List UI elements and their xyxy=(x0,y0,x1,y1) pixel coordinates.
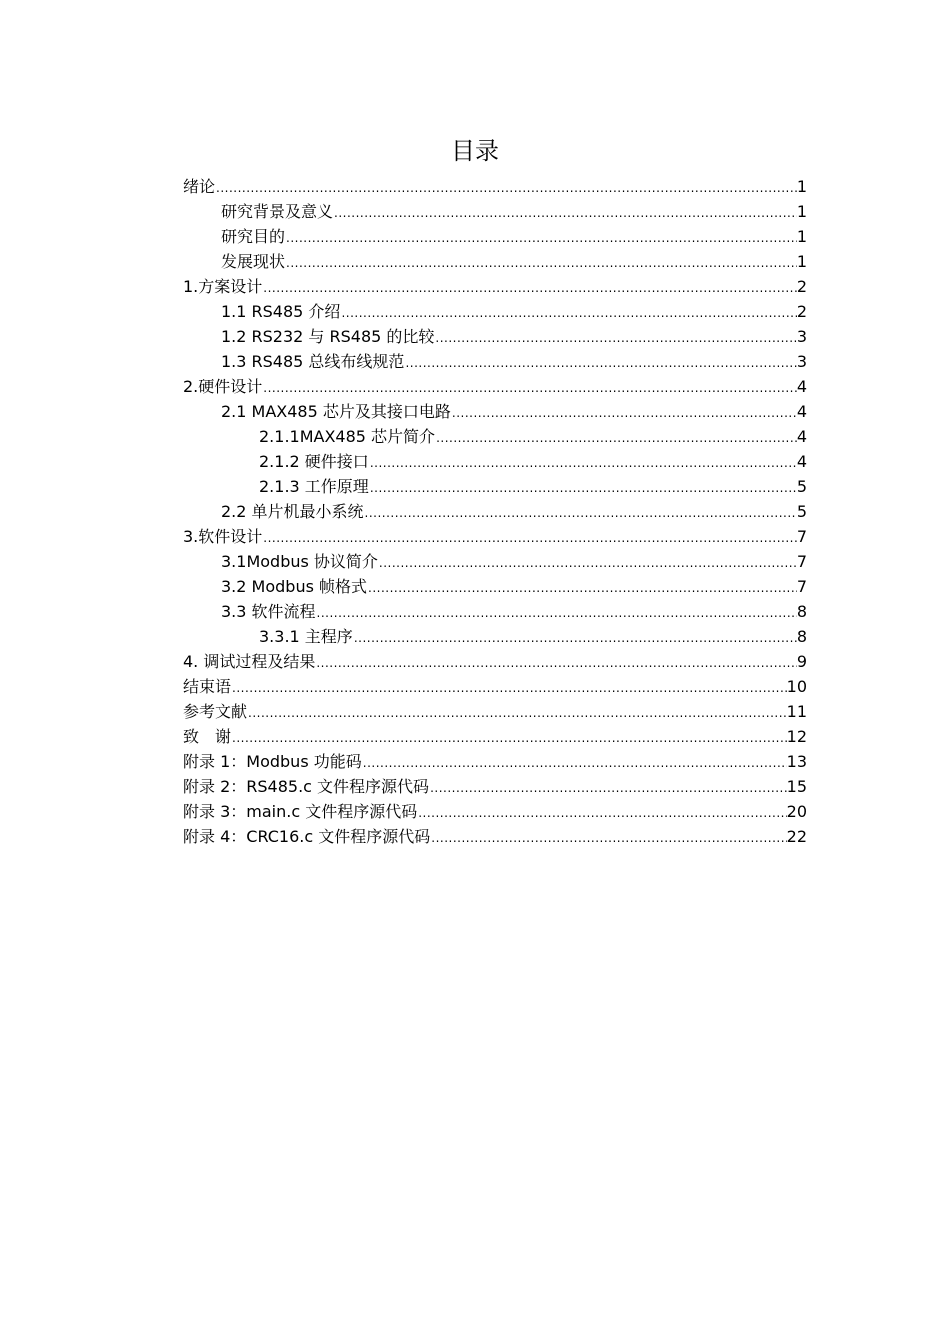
toc-entry-page-number: 3 xyxy=(796,327,807,346)
toc-dot-leader xyxy=(285,251,797,276)
toc-dot-leader xyxy=(316,601,797,626)
toc-entry-label: 1.1 RS485 介绍 xyxy=(221,302,341,321)
toc-entry[interactable] xyxy=(183,624,807,649)
toc-entry-page-number: 8 xyxy=(796,627,807,646)
toc-dot-leader xyxy=(362,751,787,776)
toc-entry[interactable] xyxy=(183,374,807,399)
toc-entry-page-number: 4 xyxy=(796,402,807,421)
toc-entry[interactable] xyxy=(183,724,807,749)
toc-entry-label: 3.1Modbus 协议简介 xyxy=(221,552,378,571)
toc-entry-label: 2.2 单片机最小系统 xyxy=(221,502,364,521)
toc-dot-leader xyxy=(430,826,786,851)
toc-entry-page-number: 11 xyxy=(786,702,807,721)
toc-entry[interactable] xyxy=(183,674,807,699)
toc-entry-label: 2.1 MAX485 芯片及其接口电路 xyxy=(221,402,451,421)
toc-entry-label: 3.3.1 主程序 xyxy=(259,627,353,646)
toc-entry-page-number: 4 xyxy=(796,377,807,396)
toc-dot-leader xyxy=(315,651,796,676)
toc-entry-label: 1.3 RS485 总线布线规范 xyxy=(221,352,405,371)
toc-entry[interactable] xyxy=(183,399,807,424)
toc-entry-page-number: 7 xyxy=(796,527,807,546)
toc-dot-leader xyxy=(434,326,796,351)
toc-entry-page-number: 1 xyxy=(796,177,807,196)
toc-dot-leader xyxy=(262,526,797,551)
toc-dot-leader xyxy=(369,451,797,476)
toc-entry-page-number: 20 xyxy=(786,802,807,821)
toc-entry-page-number: 7 xyxy=(796,577,807,596)
toc-dot-leader xyxy=(340,301,796,326)
toc-dot-leader xyxy=(378,551,797,576)
toc-dot-leader xyxy=(231,676,787,701)
toc-entry[interactable] xyxy=(183,449,807,474)
toc-entry[interactable] xyxy=(183,824,807,849)
toc-dot-leader xyxy=(404,351,796,376)
toc-dot-leader xyxy=(333,201,797,226)
toc-entry-page-number: 7 xyxy=(796,552,807,571)
toc-entry[interactable] xyxy=(183,549,807,574)
toc-entry-label: 附录 2：RS485.c 文件程序源代码 xyxy=(183,777,430,796)
toc-entry-label: 附录 3：main.c 文件程序源代码 xyxy=(183,802,418,821)
toc-entry-page-number: 13 xyxy=(786,752,807,771)
toc-entry-label: 研究背景及意义 xyxy=(221,202,334,221)
toc-entry[interactable] xyxy=(183,599,807,624)
toc-entry[interactable] xyxy=(183,749,807,774)
table-of-contents xyxy=(183,174,807,849)
toc-dot-leader xyxy=(285,226,797,251)
toc-dot-leader xyxy=(247,701,787,726)
toc-entry-page-number: 15 xyxy=(786,777,807,796)
toc-entry[interactable] xyxy=(183,524,807,549)
toc-entry-page-number: 1 xyxy=(796,252,807,271)
toc-entry[interactable] xyxy=(183,474,807,499)
toc-dot-leader xyxy=(369,476,797,501)
toc-entry[interactable] xyxy=(183,274,807,299)
toc-entry[interactable] xyxy=(183,324,807,349)
toc-entry-label: 4. 调试过程及结果 xyxy=(183,652,316,671)
toc-entry-page-number: 3 xyxy=(796,352,807,371)
toc-entry[interactable] xyxy=(183,699,807,724)
toc-entry-label: 1.2 RS232 与 RS485 的比较 xyxy=(221,327,435,346)
toc-entry-page-number: 2 xyxy=(796,277,807,296)
toc-dot-leader xyxy=(367,576,797,601)
toc-entry[interactable] xyxy=(183,799,807,824)
toc-entry-page-number: 2 xyxy=(796,302,807,321)
toc-dot-leader xyxy=(364,501,797,526)
toc-dot-leader xyxy=(429,776,787,801)
toc-entry-page-number: 8 xyxy=(796,602,807,621)
toc-entry-page-number: 5 xyxy=(796,502,807,521)
toc-entry-page-number: 1 xyxy=(796,227,807,246)
toc-dot-leader xyxy=(262,276,797,301)
toc-dot-leader xyxy=(451,401,797,426)
toc-entry-label: 研究目的 xyxy=(221,227,286,246)
toc-entry-label: 发展现状 xyxy=(221,252,286,271)
toc-entry-page-number: 4 xyxy=(796,452,807,471)
toc-entry-label: 3.软件设计 xyxy=(183,527,263,546)
toc-entry[interactable] xyxy=(183,424,807,449)
toc-entry-page-number: 22 xyxy=(786,827,807,846)
toc-entry-label: 绪论 xyxy=(183,177,216,196)
toc-entry[interactable] xyxy=(183,574,807,599)
toc-entry-page-number: 1 xyxy=(796,202,807,221)
toc-entry[interactable] xyxy=(183,224,807,249)
toc-entry-label: 2.1.2 硬件接口 xyxy=(259,452,369,471)
toc-dot-leader xyxy=(435,426,797,451)
toc-entry-label: 2.硬件设计 xyxy=(183,377,263,396)
toc-entry-label: 附录 1：Modbus 功能码 xyxy=(183,752,362,771)
toc-entry-label: 致 谢 xyxy=(183,727,232,746)
toc-entry-page-number: 9 xyxy=(796,652,807,671)
toc-entry-label: 1.方案设计 xyxy=(183,277,263,296)
toc-entry-label: 2.1.3 工作原理 xyxy=(259,477,369,496)
toc-entry-label: 3.3 软件流程 xyxy=(221,602,316,621)
toc-entry[interactable] xyxy=(183,649,807,674)
toc-entry-label: 附录 4：CRC16.c 文件程序源代码 xyxy=(183,827,431,846)
toc-entry[interactable] xyxy=(183,299,807,324)
toc-entry[interactable] xyxy=(183,774,807,799)
toc-entry[interactable] xyxy=(183,499,807,524)
toc-dot-leader xyxy=(353,626,797,651)
toc-entry[interactable] xyxy=(183,249,807,274)
toc-entry-label: 参考文献 xyxy=(183,702,248,721)
toc-entry[interactable] xyxy=(183,174,807,199)
toc-entry[interactable] xyxy=(183,199,807,224)
toc-entry-page-number: 5 xyxy=(796,477,807,496)
toc-title: 目录 xyxy=(451,137,499,165)
toc-entry[interactable] xyxy=(183,349,807,374)
toc-dot-leader xyxy=(262,376,797,401)
toc-entry-label: 3.2 Modbus 帧格式 xyxy=(221,577,368,596)
toc-entry-page-number: 10 xyxy=(786,677,807,696)
toc-entry-label: 2.1.1MAX485 芯片简介 xyxy=(259,427,436,446)
toc-entry-label: 结束语 xyxy=(183,677,232,696)
toc-dot-leader xyxy=(417,801,786,826)
toc-entry-page-number: 12 xyxy=(786,727,807,746)
toc-dot-leader xyxy=(231,726,787,751)
toc-entry-page-number: 4 xyxy=(796,427,807,446)
toc-dot-leader xyxy=(215,176,797,201)
